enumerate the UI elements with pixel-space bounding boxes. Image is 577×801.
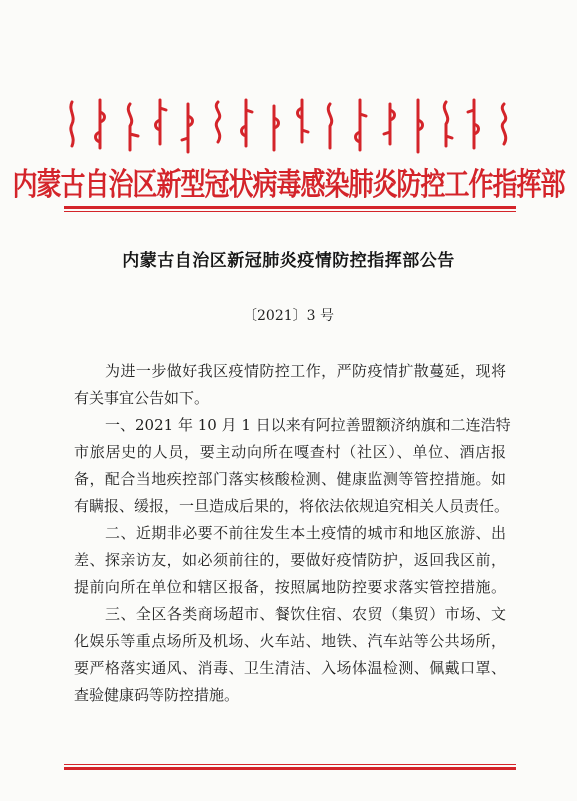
text-line: 有瞒报、缓报，一旦造成后果的，将依法依规追究相关人员责任。 xyxy=(74,497,510,515)
paragraph-item-1 xyxy=(74,412,511,520)
footer-rule-thin xyxy=(64,764,516,765)
text-line: 三、全区各类商场超市、餐饮住宿、农贸（集贸）市场、文 xyxy=(105,605,506,623)
text-line: 有关事宜公告如下。 xyxy=(74,389,210,407)
paragraph-intro xyxy=(74,358,506,412)
text-line: 化娱乐等重点场所及机场、火车站、地铁、汽车站等公共场所， xyxy=(74,632,506,650)
mongolian-script-graphic xyxy=(60,98,520,156)
notice-body xyxy=(74,358,511,709)
text-line: 要严格落实通风、消毒、卫生清洁、入场体温检测、佩戴口罩、 xyxy=(74,659,506,677)
text-line: 差、探亲访友，如必须前往的，要做好疫情防护，返回我区前， xyxy=(74,551,506,569)
masthead-rule-thick xyxy=(64,206,516,209)
document-number: 〔2021〕3 号 xyxy=(243,308,334,324)
text-line: 为进一步做好我区疫情防控工作，严防疫情扩散蔓延，现将 xyxy=(105,362,506,380)
masthead-title: 内蒙古自治区新型冠状病毒感染肺炎防控工作指挥部 xyxy=(12,166,565,203)
mongolian-script-text: ᠥᠪᠥᠷ ᠮᠣᠩᠭᠣᠯ ᠤᠨ ᠥᠪᠡᠷᠲᠡᠭᠡᠨ ᠵᠠᠰᠠᠬᠤ ᠣᠷᠣᠨ ᠤ ᠰᠢᠨ᠎ᠡ ᠲᠢᠫ ᠦᠨ ᠲᠠᠷᠬᠠᠯᠲᠠ ᠵᠢ ᠰᠡᠷᠭᠡᠢᠯᠡᠨ ᠬᠢᠶᠠᠭᠠᠷᠯᠠᠬᠤ ᠵᠢᠭᠠᠪᠤᠷᠢ ᠶᠢᠨ ᠬᠡᠯᠲᠡᠰ xyxy=(60,98,109,99)
masthead-rule-thin xyxy=(64,211,516,212)
text-line: 市旅居史的人员，要主动向所在嘎查村（社区）、单位、酒店报 xyxy=(74,443,506,461)
text-line: 一、2021 年 10 月 1 日以来有阿拉善盟额济纳旗和二连浩特 xyxy=(105,416,511,434)
paragraph-item-3 xyxy=(74,601,506,709)
text-line: 查验健康码等防控措施。 xyxy=(74,686,240,704)
paragraph-item-2 xyxy=(74,520,506,601)
notice-title: 内蒙古自治区新冠肺炎疫情防控指挥部公告 xyxy=(122,251,455,271)
text-line: 备，配合当地疾控部门落实核酸检测、健康监测等管控措施。如 xyxy=(74,470,506,488)
text-line: 提前向所在单位和辖区报备，按照属地防控要求落实管控措施。 xyxy=(74,578,506,596)
footer-rule-thick xyxy=(64,767,516,770)
mongolian-script-header xyxy=(60,98,520,156)
text-line: 二、近期非必要不前往发生本土疫情的城市和地区旅游、出 xyxy=(105,524,506,542)
